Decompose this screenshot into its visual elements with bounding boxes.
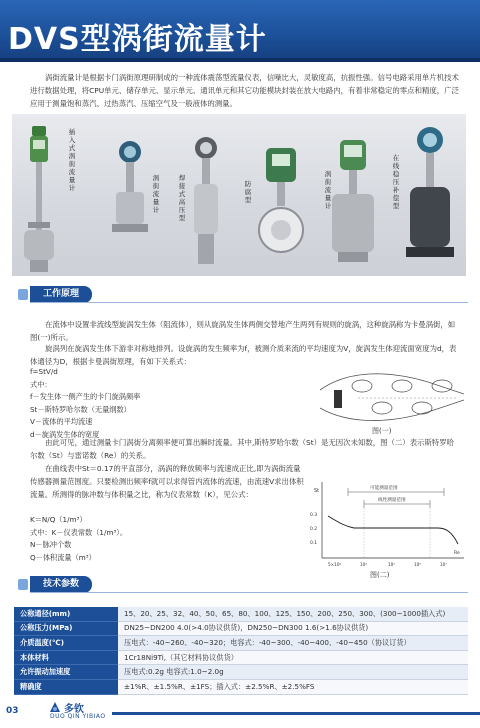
principle-paragraph-1: 在流体中设置非流线型旋涡发生体（阻流体），则从旋涡发生体两侧交替地产生两列有规则的旋涡，这种旋涡称为卡曼涡街，如图(一)所示。 — [30, 320, 456, 342]
brand-logo — [48, 700, 108, 724]
principle-paragraph-3: 由此可见，通过测量卡门涡街分离频率便可算出瞬时流量。其中,斯特罗哈尔数（St）是无因次未知数，图（二）表示斯特罗哈尔数（St）与雷诺数（Re）的关系。 — [30, 438, 455, 460]
y-tick-label: 0.2 — [310, 527, 318, 532]
range-inner-label: 线性测量范围 — [378, 498, 406, 503]
figure-2-st-re-chart — [308, 478, 468, 570]
re-axis-label: Re — [454, 551, 460, 556]
spec-key: 允许振动加速度 — [14, 665, 118, 680]
formula-line: K＝N/Q（1/m³） — [30, 515, 87, 524]
brand-name-cn: 多钦 — [64, 704, 84, 715]
x-tick-label: 10⁵ — [388, 562, 396, 567]
table-row — [14, 679, 468, 694]
principle-paragraph-4: 在曲线表中St＝0.17的平直部分，涡涡的释放频率与流速成正比,即为涡街流量传感器测量范围度。只要检测出频率f就可以求得管内流体的流速，由流速V求出体积流量。所测得的脉冲数与体积量之比，称为仪表常数（K），见公式： — [30, 464, 304, 499]
section-title-specs: 技术参数 — [30, 576, 92, 593]
spec-key: 公称压力(MPa) — [14, 621, 118, 636]
y-tick-label: 0.1 — [310, 541, 318, 546]
product-label-5: 涡街流量计 — [324, 170, 332, 210]
formula-line: V－流体的平均流速 — [30, 417, 93, 426]
figure-1-caption: 图(一) — [372, 427, 392, 435]
figure-2-caption: 图(二) — [370, 571, 390, 579]
logo-mark-icon — [48, 700, 62, 714]
section-divider-principle — [30, 302, 468, 303]
table-row — [14, 650, 468, 665]
formula-list-1 — [30, 366, 140, 441]
st-axis-label: St — [314, 488, 320, 494]
spec-key: 介质温度(℃) — [14, 636, 118, 651]
footer-bar — [112, 712, 480, 715]
spec-value: 压电式：-40~260、-40~320；电容式：-40~300、-40~400、-40~450（协议订货） — [118, 636, 468, 651]
x-tick-label: 5×10² — [328, 562, 342, 567]
figure-1-vortex-street — [318, 364, 466, 426]
vortex-meter-image-1 — [112, 140, 148, 236]
section-title-principle: 工作原理 — [30, 286, 92, 303]
table-row — [14, 607, 468, 621]
vortex-meter-image-2 — [332, 140, 374, 264]
spec-key: 公称通径(mm) — [14, 607, 118, 621]
formula-line: 式中： — [30, 379, 52, 389]
page-header — [0, 0, 480, 62]
table-row — [14, 621, 468, 636]
y-tick-label: 0.3 — [310, 513, 318, 518]
principle-paragraph-2: 旋涡列在旋涡发生体下游非对称地排列。设旋涡的发生频率为f，被测介质来流的平均速度为V，旋涡发生体迎流面宽度为d，表体通径为D，根据卡曼涡街原理，有如下关系式： — [30, 344, 457, 366]
welded-meter-image — [188, 136, 224, 266]
formula-line: N－脉冲个数 — [30, 540, 72, 549]
range-outer-label: 可能测量范围 — [370, 486, 398, 491]
compensation-meter-image — [404, 126, 456, 266]
x-tick-label: 10⁶ — [414, 562, 422, 567]
anticorrosion-meter-image — [258, 148, 304, 258]
formula-line: Q－体积流量（m³） — [30, 552, 96, 562]
spec-value: 1Cr18Ni9Ti,（其它材料协议供货） — [118, 650, 468, 665]
formula-line: d－旋涡发生体的宽度 — [30, 429, 100, 439]
header-stripe — [0, 58, 480, 62]
formula-line: f=StV/d — [30, 367, 58, 376]
product-label-1: 插入式涡街流量计 — [68, 128, 76, 192]
brand-name-en: DUO QIN YIBIAO — [50, 713, 106, 720]
formula-line: 式中：K－仪表常数（1/m³）。 — [30, 527, 128, 537]
table-row — [14, 665, 468, 680]
spec-value: 压电式:0.2g 电容式:1.0~2.0g — [118, 665, 468, 680]
x-tick-label: 10⁷ — [440, 562, 448, 567]
table-row — [14, 636, 468, 651]
intro-paragraph: 涡街流量计是根据卡门涡街原理研制成的一种流体震荡型流量仪表，信噪比大，灵敏度高，抗振性强。信号电路采用单片机技术进行数据处理，将CPU单元、储存单元、显示单元、通讯单元和其它功能模块封装在放大电路内，有着非常稳定的零点和精度，广泛应用于测量饱和蒸汽、过热蒸汽、压缩空气及一般液体的测量。 — [30, 73, 459, 108]
product-photo-strip — [12, 114, 466, 276]
section-divider-specs — [30, 592, 468, 593]
formula-line: f－发生体一侧产生的卡门旋涡频率 — [30, 392, 141, 401]
product-label-4: 防腐型 — [244, 180, 252, 204]
product-label-6: 在线稳压补偿型 — [392, 154, 400, 210]
formula-list-2 — [30, 514, 127, 564]
spec-value: DN25~DN200 4.0(>4.0协议供货)，DN250~DN300 1.6(>1.6协议供货) — [118, 621, 468, 636]
page-title: DVS型涡街流量计 — [8, 22, 267, 57]
product-label-3: 焊接式高压型 — [178, 174, 186, 222]
spec-key: 本体材料 — [14, 650, 118, 665]
x-tick-label: 10⁴ — [360, 562, 368, 567]
page-number: 03 — [6, 706, 19, 716]
spec-value: 15、20、25、32、40、50、65、80、100、125、150、200、250、300、(300~1000插入式) — [118, 607, 468, 621]
product-label-2: 涡街流量计 — [152, 174, 160, 214]
formula-line: St－斯特罗哈尔数（无量纲数） — [30, 404, 131, 414]
spec-value: ±1%R、±1.5%R、±1FS；插入式：±2.5%R、±2.5%FS — [118, 679, 468, 694]
spec-table — [14, 607, 468, 695]
spec-key: 精确度 — [14, 679, 118, 694]
insertion-meter-image — [18, 126, 58, 274]
